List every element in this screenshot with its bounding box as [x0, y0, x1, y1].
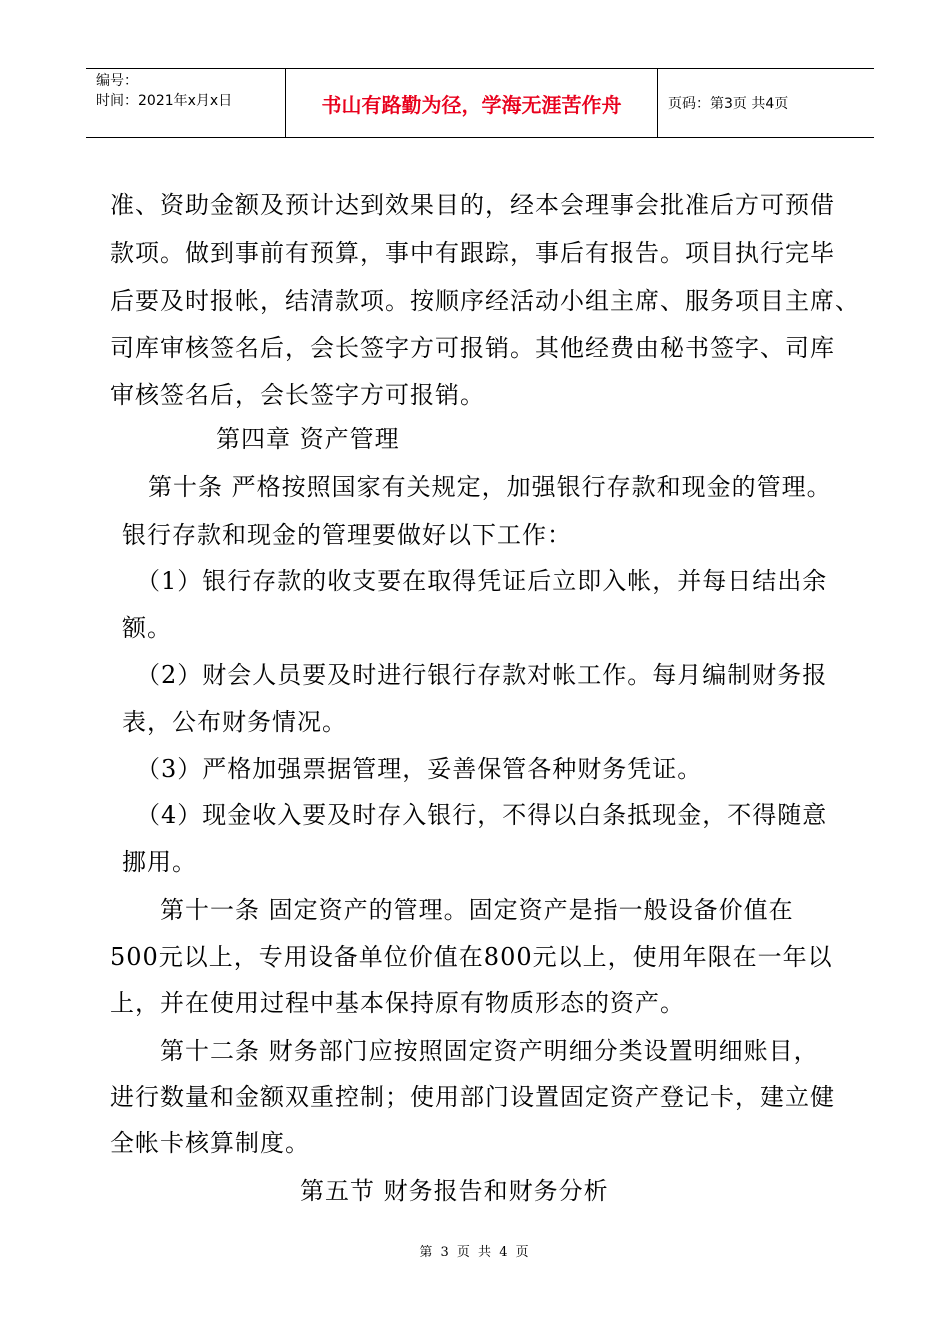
- document-header: [86, 68, 874, 138]
- body-line: 款项。做到事前有预算，事中有跟踪，事后有报告。项目执行完毕: [110, 239, 835, 267]
- list-item-3: （3）严格加强票据管理，妥善保管各种财务凭证。: [136, 755, 703, 783]
- header-number-label: 编号：: [96, 73, 138, 89]
- body-line: 500元以上，专用设备单位价值在800元以上，使用年限在一年以: [110, 943, 833, 971]
- list-item-2: （2）财会人员要及时进行银行存款对帐工作。每月编制财务报: [136, 661, 828, 689]
- header-info-cell: [86, 69, 286, 137]
- header-motto: 书山有路勤为径，学海无涯苦作舟: [286, 69, 658, 137]
- body-line: 进行数量和金额双重控制；使用部门设置固定资产登记卡，建立健: [110, 1083, 835, 1111]
- body-line: 全帐卡核算制度。: [110, 1129, 310, 1157]
- page-footer: 第 3 页 共 4 页: [419, 1245, 531, 1260]
- article-12: 第十二条 财务部门应按照固定资产明细分类设置明细账目，: [160, 1037, 819, 1065]
- article-11: 第十一条 固定资产的管理。固定资产是指一般设备价值在: [160, 896, 794, 924]
- header-time-label: 时间：2021年x月x日: [96, 93, 233, 109]
- chapter-heading: 第四章 资产管理: [216, 425, 400, 453]
- body-line: 审核签名后，会长签字方可报销。: [110, 381, 485, 409]
- body-line: 表，公布财务情况。: [122, 708, 347, 736]
- body-line: 司库审核签名后，会长签字方可报销。其他经费由秘书签字、司库: [110, 334, 835, 362]
- body-line: 挪用。: [122, 848, 197, 876]
- body-line: 后要及时报帐，结清款项。按顺序经活动小组主席、服务项目主席、: [110, 287, 860, 315]
- section-heading: 第五节 财务报告和财务分析: [300, 1177, 609, 1205]
- header-page-label: 页码：第3页 共4页: [668, 96, 789, 112]
- article-10: 第十条 严格按照国家有关规定，加强银行存款和现金的管理。: [148, 473, 832, 501]
- body-line: 额。: [122, 614, 172, 642]
- body-line: 上，并在使用过程中基本保持原有物质形态的资产。: [110, 989, 685, 1017]
- list-item-1: （1）银行存款的收支要在取得凭证后立即入帐，并每日结出余: [136, 567, 828, 595]
- body-line: 准、资助金额及预计达到效果目的，经本会理事会批准后方可预借: [110, 191, 835, 219]
- body-line: 银行存款和现金的管理要做好以下工作：: [122, 521, 572, 549]
- list-item-4: （4）现金收入要及时存入银行，不得以白条抵现金，不得随意: [136, 801, 828, 829]
